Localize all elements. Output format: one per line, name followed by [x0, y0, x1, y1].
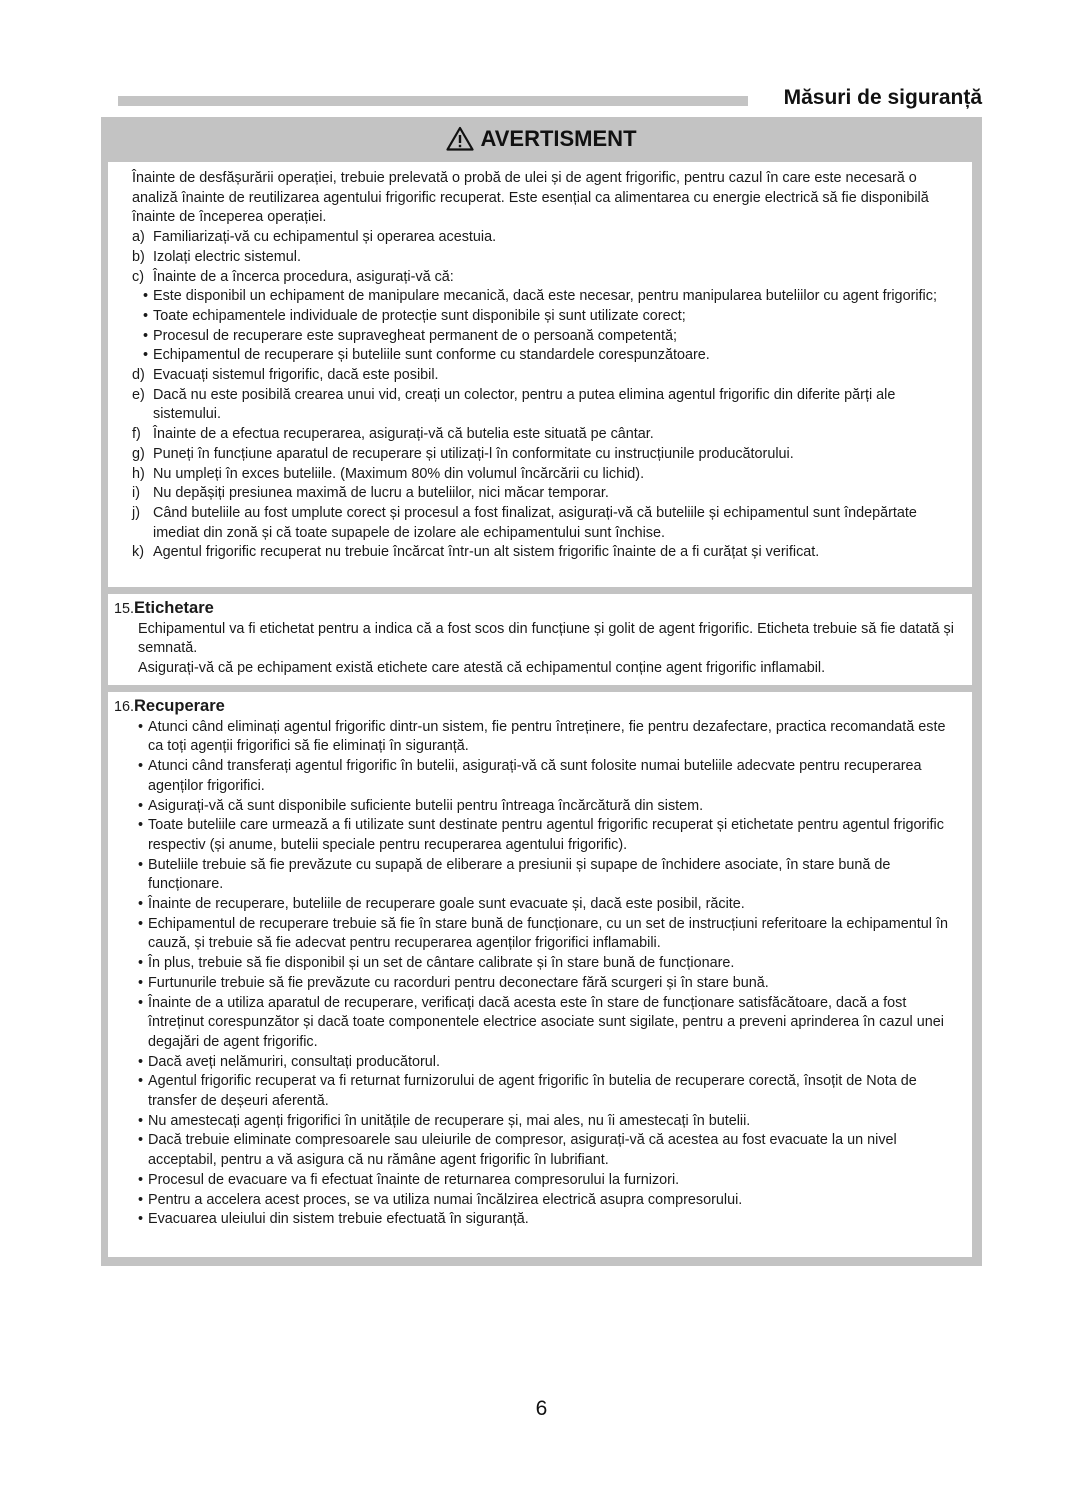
bullet-item — [114, 816, 962, 855]
item-text: Familiarizați-vă cu echipamentul și operarea acestuia. — [153, 229, 497, 246]
item-label: k) — [132, 544, 144, 561]
bullet-item — [114, 1053, 962, 1073]
warning-triangle-icon — [446, 126, 474, 151]
item-text: Dacă nu este posibilă crearea unui vid, creați un colector, pentru a putea elimina agentul frigorific din diferite părți ale sistemului. — [153, 386, 896, 423]
bullet-item — [114, 856, 962, 895]
item-text: Înainte de a încerca procedura, asigurați-vă că: — [153, 268, 454, 285]
bullet-text: Atunci când eliminați agentul frigorific dintr-un sistem, fie pentru întreținere, fie pentru dezafectare, practica recomandată este ca toți agenții frigorifici să fie eliminați în siguranță. — [148, 718, 946, 755]
bullet-icon: • — [138, 718, 144, 735]
section-heading — [114, 599, 962, 620]
bullet-text: Toate buteliile care urmează a fi utilizate sunt destinate pentru agentul frigorific recuperat și etichetate pentru agentul frigorific respectiv (și anume, butelii speciale pentru recuperarea agentului frigorific). — [148, 817, 944, 853]
bullet-icon: • — [143, 307, 149, 324]
bullet-icon: • — [138, 1171, 144, 1188]
item-label: d) — [132, 367, 145, 384]
bullet-icon: • — [143, 327, 149, 344]
bullet-icon: • — [143, 347, 149, 364]
item-text: Înainte de a efectua recuperarea, asigurați-vă că butelia este situată pe cântar. — [153, 426, 654, 443]
item-label: e) — [132, 386, 145, 403]
list-item — [132, 366, 962, 386]
bullet-icon: • — [138, 955, 144, 972]
section-number: 16. — [114, 699, 135, 715]
bullet-item — [114, 1210, 962, 1230]
warning-title: AVERTISMENT — [480, 126, 637, 151]
bullet-item — [114, 954, 962, 974]
list-item — [132, 543, 962, 563]
bullet-text: Dacă aveți nelămuriri, consultați producătorul. — [148, 1053, 440, 1070]
bullet-item — [114, 797, 962, 817]
bullet-text: Este disponibil un echipament de manipulare mecanică, dacă este necesar, pentru manipularea buteliilor cu agent frigorific; — [153, 288, 937, 305]
bullet-icon: • — [138, 797, 144, 814]
list-item — [132, 504, 962, 543]
page-number: 6 — [535, 1397, 548, 1420]
bullet-icon: • — [138, 994, 144, 1011]
item-text: Puneți în funcțiune aparatul de recuperare și utilizați-l în conformitate cu instrucțiunile producătorului. — [153, 445, 794, 462]
warning-panel — [108, 162, 972, 587]
bullet-icon: • — [138, 758, 144, 775]
section-number: 15. — [114, 601, 135, 617]
bullet-item — [114, 1131, 962, 1170]
bullet-text: În plus, trebuie să fie disponibil și un set de cântare calibrate și în stare bună de funcționare. — [148, 955, 735, 972]
section-recovery — [108, 692, 972, 1257]
bullet-text: Atunci când transferați agentul frigorific în butelii, asigurați-vă că sunt folosite numai buteliile adecvate pentru recuperarea agenților frigorifici. — [148, 758, 922, 794]
bullet-item — [114, 1112, 962, 1132]
bullet-item — [114, 1072, 962, 1111]
item-label: a) — [132, 229, 145, 246]
bullet-text: Echipamentul de recuperare și buteliile sunt conforme cu standardele corespunzătoare. — [153, 347, 710, 364]
item-label: c) — [132, 268, 144, 285]
item-label: i) — [132, 485, 140, 502]
warning-heading — [0, 126, 1083, 152]
item-text: Izolați electric sistemul. — [153, 248, 301, 265]
page-title: Măsuri de siguranță — [783, 86, 982, 109]
bullet-item — [132, 287, 962, 307]
bullet-text: Dacă trebuie eliminate compresoarele sau uleiurile de compresor, asigurați-vă că acestea au fost evacuate la un nivel acceptabil, pentru a vă asigura că nu rămâne agent frigorific în lubrifiant. — [148, 1132, 897, 1169]
section-paragraph: Asigurați-vă că pe echipament există etichete care atestă că echipamentul conține agent frigorific inflamabil. — [138, 660, 826, 677]
bullet-item — [114, 974, 962, 994]
section-title: Etichetare — [134, 599, 214, 617]
bullet-text: Buteliile trebuie să fie prevăzute cu supapă de eliberare a presiunii și supape de închidere asociate, în stare bună de funcționare. — [148, 856, 891, 893]
bullet-item — [114, 994, 962, 1053]
bullet-icon: • — [138, 1053, 144, 1070]
list-item — [132, 386, 962, 425]
bullet-text: Înainte de recuperare, buteliile de recuperare goale sunt evacuate și, dacă este posibil, răcite. — [148, 896, 745, 913]
bullet-item — [132, 327, 962, 347]
item-label: f) — [132, 426, 141, 443]
item-text: Când buteliile au fost umplute corect și procesul a fost finalizat, asigurați-vă că buteliile și echipamentul sunt îndepărtate imediat din zonă și că toate supapele de izolare ale echipamentului sunt închise. — [153, 504, 917, 541]
bullet-text: Agentul frigorific recuperat va fi returnat furnizorului de agent frigorific în butelia de recuperare corectă, însoțit de Nota de transfer de deșeuri aferentă. — [148, 1073, 917, 1110]
item-text: Evacuați sistemul frigorific, dacă este posibil. — [153, 367, 439, 384]
item-text: Nu umpleți în exces buteliile. (Maximum 80% din volumul încărcării cu lichid). — [153, 465, 645, 482]
item-text: Nu depășiți presiunea maximă de lucru a buteliilor, nici măcar temporar. — [153, 485, 609, 502]
section-paragraph: Echipamentul va fi etichetat pentru a indica că a fost scos din funcțiune și golit de agent frigorific. Eticheta trebuie să fie datată și semnată. — [138, 620, 954, 657]
item-label: h) — [132, 465, 145, 482]
bullet-icon: • — [138, 974, 144, 991]
bullet-icon: • — [143, 288, 149, 305]
bullet-icon: • — [138, 817, 144, 834]
list-item — [132, 445, 962, 465]
bullet-item — [132, 307, 962, 327]
bullet-item — [114, 915, 962, 954]
list-item — [132, 425, 962, 445]
bullet-text: Înainte de a utiliza aparatul de recuperare, verificați dacă acesta este în stare de funcționare satisfăcătoare, dacă a fost întreținut corespunzător și dacă toate componentele electrice asociate sunt sigilate, pentru a preveni aprinderea în cazul unei degajări de agent frigorific. — [148, 994, 944, 1050]
bullet-icon: • — [138, 915, 144, 932]
bullet-item — [114, 1191, 962, 1211]
bullet-item — [132, 346, 962, 366]
bullet-icon: • — [138, 896, 144, 913]
list-item — [132, 484, 962, 504]
bullet-item — [114, 718, 962, 757]
bullet-text: Echipamentul de recuperare trebuie să fie în stare bună de funcționare, cu un set de instrucțiuni referitoare la echipamentul în cauză, și trebuie să fie adecvat pentru recuperarea agenților frigorifici inflamabili. — [148, 915, 948, 952]
bullet-text: Toate echipamentele individuale de protecție sunt disponibile și sunt utilizate corect; — [153, 307, 686, 324]
bullet-icon: • — [138, 1132, 144, 1149]
warning-intro: Înainte de desfășurării operației, trebuie prelevată o probă de ulei și de agent frigorific, pentru cazul în care este necesară o analiză înainte de reutilizarea agentului frigorific recuperat. Este esențial ca alimentarea cu energie electrică să fie disponibilă înainte de începerea operației. — [132, 170, 929, 226]
bullet-icon: • — [138, 1191, 144, 1208]
list-item — [132, 268, 962, 288]
list-item — [132, 248, 962, 268]
bullet-icon: • — [138, 856, 144, 873]
item-text: Agentul frigorific recuperat nu trebuie încărcat într-un alt sistem frigorific înainte de a fi curățat și verificat. — [153, 544, 820, 561]
section-labeling — [108, 594, 972, 685]
header-rule — [118, 96, 748, 106]
bullet-icon: • — [138, 1112, 144, 1129]
list-item — [132, 228, 962, 248]
bullet-icon: • — [138, 1073, 144, 1090]
bullet-text: Asigurați-vă că sunt disponibile suficiente butelii pentru întreaga încărcătură din sistem. — [148, 797, 704, 814]
bullet-text: Pentru a accelera acest proces, se va utiliza numai încălzirea electrică asupra compresorului. — [148, 1191, 743, 1208]
bullet-item — [114, 757, 962, 796]
bullet-text: Nu amestecați agenți frigorifici în unitățile de recuperare și, mai ales, nu îi amestecați în butelii. — [148, 1112, 751, 1129]
list-item — [132, 465, 962, 485]
item-label: j) — [132, 504, 140, 521]
item-label: b) — [132, 248, 145, 265]
item-label: g) — [132, 445, 145, 462]
bullet-text: Procesul de recuperare este supravegheat permanent de o persoană competentă; — [153, 327, 677, 344]
bullet-text: Furtunurile trebuie să fie prevăzute cu racorduri pentru deconectare fără scurgeri și în stare bună. — [148, 974, 769, 991]
bullet-icon: • — [138, 1211, 144, 1228]
bullet-item — [114, 1171, 962, 1191]
bullet-text: Evacuarea uleiului din sistem trebuie efectuată în siguranță. — [148, 1211, 529, 1228]
section-heading — [114, 697, 962, 718]
section-title: Recuperare — [134, 697, 225, 715]
bullet-text: Procesul de evacuare va fi efectuat înainte de returnarea compresorului la furnizori. — [148, 1171, 680, 1188]
bullet-item — [114, 895, 962, 915]
